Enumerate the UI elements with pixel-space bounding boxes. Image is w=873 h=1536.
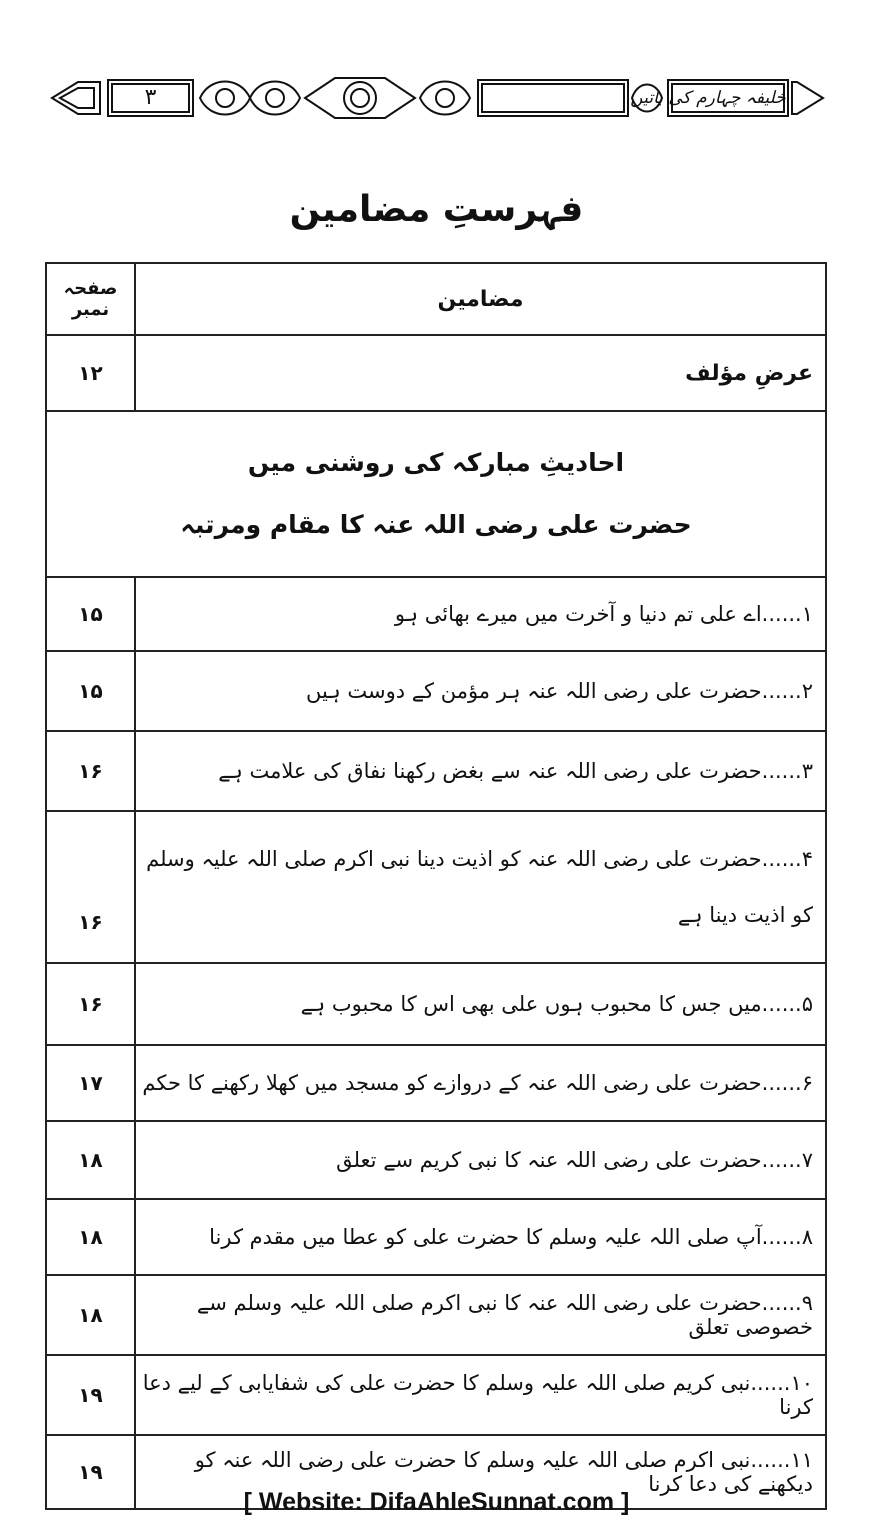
page-cell: ۱۸ — [46, 1275, 135, 1355]
page-cell: ۱۵ — [46, 651, 135, 731]
table-row — [46, 963, 826, 1045]
section-heading-line1: احادیثِ مبارکہ کی روشنی میں — [247, 448, 625, 477]
table-row — [46, 1121, 826, 1199]
toc-table — [45, 262, 827, 1510]
section-heading-line2: حضرت علی رضی اللہ عنہ کا مقام ومرتبہ — [180, 510, 692, 539]
topic-column-header: مضامین — [135, 263, 826, 335]
table-row — [46, 811, 826, 963]
page-title: فہرستِ مضامین — [289, 189, 584, 230]
page-cell: ۱۹ — [46, 1355, 135, 1435]
running-title: خلیفہ چہارم کی باتیں — [630, 88, 786, 108]
page-cell: ۱۷ — [46, 1045, 135, 1121]
topic-cell: ۹......حضرت علی رضی اللہ عنہ کا نبی اکرم صلی اللہ علیہ وسلم سے خصوصی تعلق — [135, 1275, 826, 1355]
table-row — [46, 1199, 826, 1275]
table-row — [46, 1045, 826, 1121]
topic-cell: ۶......حضرت علی رضی اللہ عنہ کے دروازے کو مسجد میں کھلا رکھنے کا حکم — [135, 1045, 826, 1121]
topic-cell: ۵......میں جس کا محبوب ہوں علی بھی اس کا محبوب ہے — [135, 963, 826, 1045]
table-row — [46, 1275, 826, 1355]
section-heading-row — [46, 411, 826, 577]
table-row — [46, 731, 826, 811]
page-cell: ۱۶ — [46, 963, 135, 1045]
topic-cell: ۱......اے علی تم دنیا و آخرت میں میرے بھائی ہو — [135, 577, 826, 651]
topic-cell: ۴......حضرت علی رضی اللہ عنہ کو اذیت دینا نبی اکرم صلی اللہ علیہ وسلم کو اذیت دینا ہے — [135, 811, 826, 963]
page-cell: ۱۶ — [46, 811, 135, 963]
page-cell: ۱۵ — [46, 577, 135, 651]
table-row — [46, 1355, 826, 1435]
website-footer: [ Website: DifaAhleSunnat.com ] — [243, 1488, 630, 1516]
table-header-row — [46, 263, 826, 335]
page-cell: ۱۸ — [46, 1199, 135, 1275]
page-cell: ۱۹ — [46, 1435, 135, 1509]
topic-cell: ۲......حضرت علی رضی اللہ عنہ ہر مؤمن کے دوست ہیں — [135, 651, 826, 731]
page-column-header: صفحہ نمبر — [46, 263, 135, 335]
topic-cell: ۱۰......نبی کریم صلی اللہ علیہ وسلم کا حضرت علی کی شفایابی کے لیے دعا کرنا — [135, 1355, 826, 1435]
topic-cell: ۷......حضرت علی رضی اللہ عنہ کا نبی کریم سے تعلق — [135, 1121, 826, 1199]
table-row — [46, 335, 826, 411]
page-number: ۳ — [144, 85, 157, 110]
page-cell: ۱۸ — [46, 1121, 135, 1199]
topic-cell: ۳......حضرت علی رضی اللہ عنہ سے بغض رکھنا نفاق کی علامت ہے — [135, 731, 826, 811]
topic-cell: عرضِ مؤلف — [135, 335, 826, 411]
section-heading — [46, 411, 826, 577]
table-row — [46, 651, 826, 731]
page-cell: ۱۲ — [46, 335, 135, 411]
table-row — [46, 577, 826, 651]
topic-cell: ۱۱......نبی اکرم صلی اللہ علیہ وسلم کا حضرت علی رضی اللہ عنہ کو دیکھنے کی دعا کرنا — [135, 1435, 826, 1509]
table-of-contents — [45, 262, 827, 1510]
page-cell: ۱۶ — [46, 731, 135, 811]
topic-cell: ۸......آپ صلی اللہ علیہ وسلم کا حضرت علی کو عطا میں مقدم کرنا — [135, 1199, 826, 1275]
